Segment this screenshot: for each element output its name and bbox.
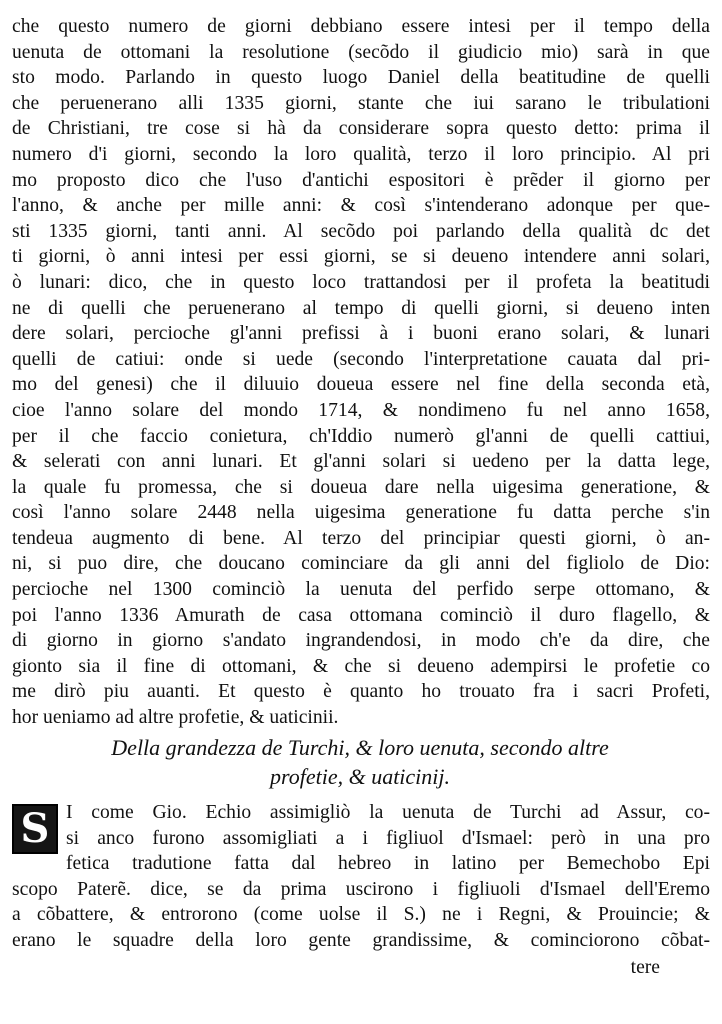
text-line: l'anno, & anche per mille anni: & così s'intenderano adonque per que- bbox=[12, 195, 710, 217]
text-line: che questo numero de giorni debbiano essere intesi per il tempo della bbox=[12, 16, 710, 37]
text-line: mo proposto dico che l'uso d'antichi espositori è prẽder il giorno per bbox=[12, 169, 710, 191]
text-line: dere solari, percioche gl'anni prefissi à i buoni erano solari, & lunari bbox=[12, 323, 710, 345]
text-line: tendeua augmento di bene. Al terzo del principiar questi giorni, ò an- bbox=[12, 527, 710, 549]
text-line: quelli de catiui: onde si uede (secondo l'interpretatione cauata dal pri- bbox=[12, 348, 710, 370]
text-line: percioche nel 1300 cominciò la uenuta del perfido serpe ottomano, & bbox=[12, 579, 710, 601]
text-line: la quale fu promessa, che si doueua dare nella uigesima generatione, & bbox=[12, 476, 710, 498]
text-line: che peruenerano alli 1335 giorni, stante che iui sarano le tribulationi bbox=[12, 92, 710, 114]
text-line: ò lunari: dico, che in questo loco trattandosi per il profeta la beatitudi bbox=[12, 271, 710, 293]
text-line: me dirò piu auanti. Et questo è quanto ho trouato fra i sacri Profeti, bbox=[12, 681, 710, 703]
text-line: scopo Paterẽ. dice, se da prima uscirono i figliuoli d'Ismael dell'Eremo bbox=[12, 878, 710, 900]
text-line: a cõbattere, & entrorono (come uolse il S.) ne i Regni, & Prouincie; & bbox=[12, 904, 710, 926]
decorated-initial bbox=[12, 804, 58, 854]
catchword: tere bbox=[630, 957, 660, 978]
text-line: sto modo. Parlando in questo luogo Daniel della beatitudine de quelli bbox=[12, 67, 710, 89]
text-line: per il che faccio conietura, ch'Iddio numerò gl'anni de quelli cattiui, bbox=[12, 425, 710, 447]
text-line: hor ueniamo ad altre profetie, & uaticinii. bbox=[12, 707, 339, 729]
section-heading bbox=[30, 733, 690, 791]
text-line: ni, si puo dire, che doucano cominciare da gli anni del figliolo de Dio: bbox=[12, 553, 710, 575]
text-line: ne di quelli che peruenerano al tempo di quelli giorni, si deueno inten bbox=[12, 297, 710, 319]
text-line: poi l'anno 1336 Amurath de casa ottomana cominciò il duro flagello, & bbox=[12, 604, 710, 626]
text-line: erano le squadre della loro gente grandissime, & cominciorono cõbat- bbox=[12, 929, 710, 951]
text-line: uenuta de ottomani la resolutione (secõdo il giudicio mio) sarà in que bbox=[12, 41, 710, 63]
text-line: de Christiani, tre cose si hà da considerare sopra questo detto: prima il bbox=[12, 118, 710, 140]
text-line: I come Gio. Echio assimigliò la uenuta de Turchi ad Assur, co- bbox=[66, 802, 710, 823]
text-line: cioe l'anno solare del mondo 1714, & nondimeno fu nel anno 1658, bbox=[12, 399, 710, 421]
text-line: mo del genesi) che il diluuio doueua essere nel fine della seconda età, bbox=[12, 374, 710, 396]
text-line: fetica tradutione fatta dal hebreo in latino per Bemechobo Epi bbox=[66, 853, 710, 875]
initial-letter: S bbox=[20, 805, 50, 852]
text-line: si anco furono assomigliati a i figliuol d'Ismael: però in una pro bbox=[66, 827, 710, 849]
section-text-block bbox=[12, 800, 710, 954]
text-line: così l'anno solare 2448 nella uigesima generatione fu datta perche s'in bbox=[12, 502, 710, 524]
text-line: ti giorni, ò anni intesi per essi giorni, se si deueno intendere anni solari, bbox=[12, 246, 710, 268]
text-line: numero d'i giorni, secondo la loro qualità, terzo il loro principio. Al pri bbox=[12, 143, 710, 165]
heading-line: profetie, & uaticinij. bbox=[269, 764, 451, 789]
heading-line: Della grandezza de Turchi, & loro uenuta, secondo altre bbox=[111, 735, 609, 760]
text-line: di giorno in giorno s'andato ingrandendosi, in modo ch'e da dire, che bbox=[12, 630, 710, 652]
text-line: sti 1335 giorni, tanti anni. Al secõdo poi parlando della qualità dc det bbox=[12, 220, 710, 242]
text-line: gionto sia il fine di ottomani, & che si deueno adempirsi le profetie co bbox=[12, 655, 710, 677]
text-line: & selerati con anni lunari. Et gl'anni solari si uedeno per la datta lege, bbox=[12, 451, 710, 473]
main-text-block bbox=[12, 14, 710, 731]
